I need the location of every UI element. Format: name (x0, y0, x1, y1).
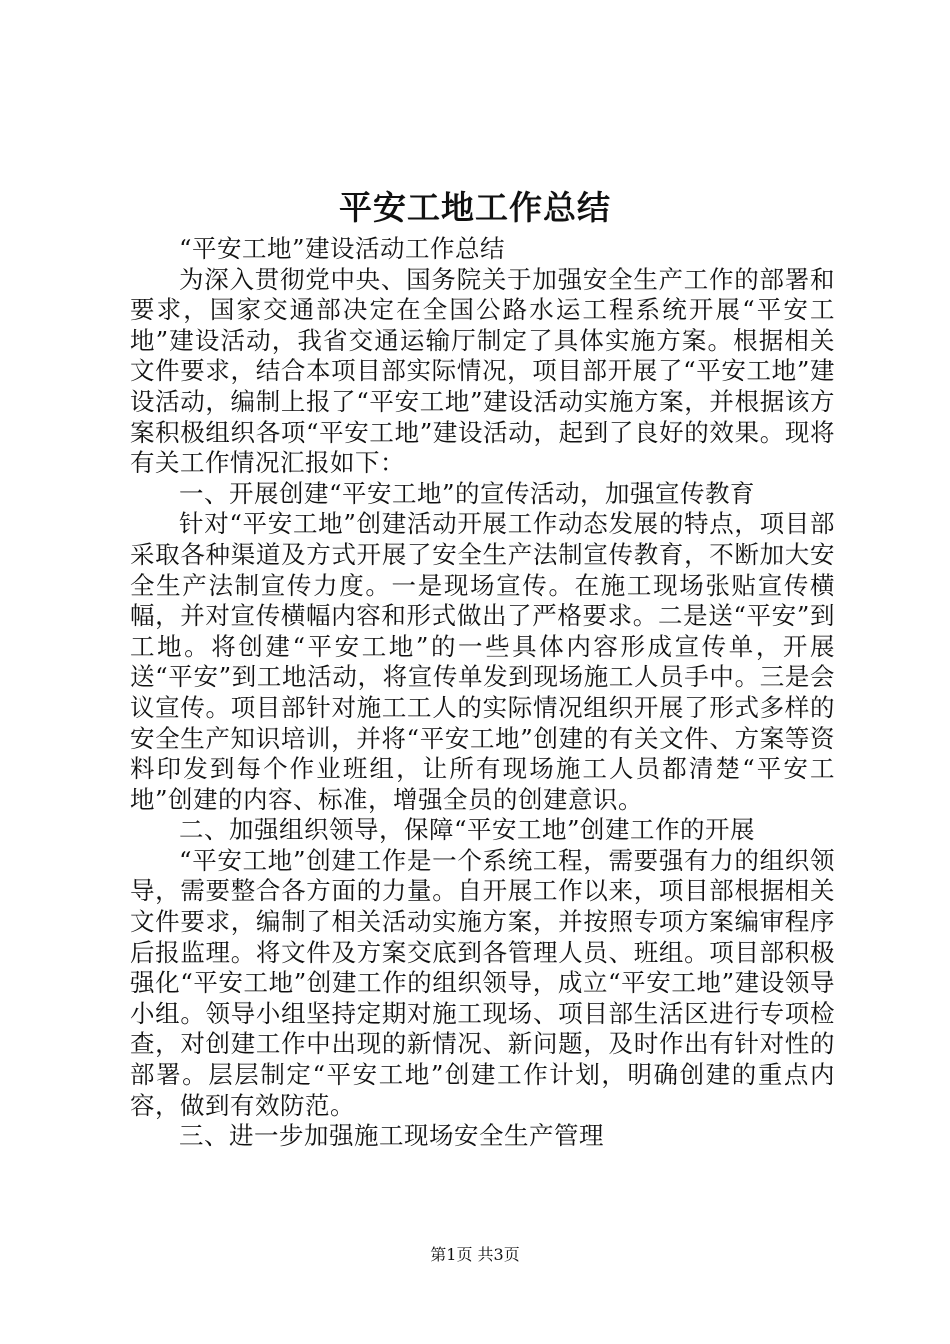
section-paragraph-2: “平安工地”创建工作是一个系统工程，需要强有力的组织领导，需要整合各方面的力量。自开展工作以来，项目部根据相关文件要求，编制了相关活动实施方案，并按照专项方案编审程序后报监理。将文件及方案交底到各管理人员、班组。项目部积极强化“平安工地”创建工作的组织领导，成立“平安工地”建设领导小组。领导小组坚持定期对施工现场、项目部生活区进行专项检查，对创建工作中出现的新情况、新问题，及时作出有针对性的部署。层层制定“平安工地”创建工作计划，明确创建的重点内容，做到有效防范。 (130, 845, 835, 1120)
section-heading-2: 二、加强组织领导，保障“平安工地”创建工作的开展 (179, 815, 756, 845)
document-body (130, 234, 835, 1152)
intro-paragraph: 为深入贯彻党中央、国务院关于加强安全生产工作的部署和要求，国家交通部决定在全国公路水运工程系统开展“平安工地”建设活动，我省交通运输厅制定了具体实施方案。根据相关文件要求，结合本项目部实际情况，项目部开展了“平安工地”建设活动，编制上报了“平安工地”建设活动实施方案，并根据该方案积极组织各项“平安工地”建设活动，起到了良好的效果。现将有关工作情况汇报如下： (130, 264, 835, 478)
page-number-footer: 第1页 共3页 (430, 1245, 520, 1264)
subtitle-paragraph: “平安工地”建设活动工作总结 (179, 234, 506, 263)
section-heading-1: 一、开展创建“平安工地”的宣传活动，加强宣传教育 (179, 478, 756, 508)
section-heading-3: 三、进一步加强施工现场安全生产管理 (179, 1121, 604, 1151)
document-title: 平安工地工作总结 (339, 188, 611, 227)
section-paragraph-1: 针对“平安工地”创建活动开展工作动态发展的特点，项目部采取各种渠道及方式开展了安全生产法制宣传教育，不断加大安全生产法制宣传力度。一是现场宣传。在施工现场张贴宣传横幅，并对宣传横幅内容和形式做出了严格要求。二是送“平安”到工地。将创建“平安工地”的一些具体内容形成宣传单，开展送“平安”到工地活动，将宣传单发到现场施工人员手中。三是会议宣传。项目部针对施工工人的实际情况组织开展了形式多样的安全生产知识培训，并将“平安工地”创建的有关文件、方案等资料印发到每个作业班组，让所有现场施工人员都清楚“平安工地”创建的内容、标准，增强全员的创建意识。 (130, 509, 835, 814)
